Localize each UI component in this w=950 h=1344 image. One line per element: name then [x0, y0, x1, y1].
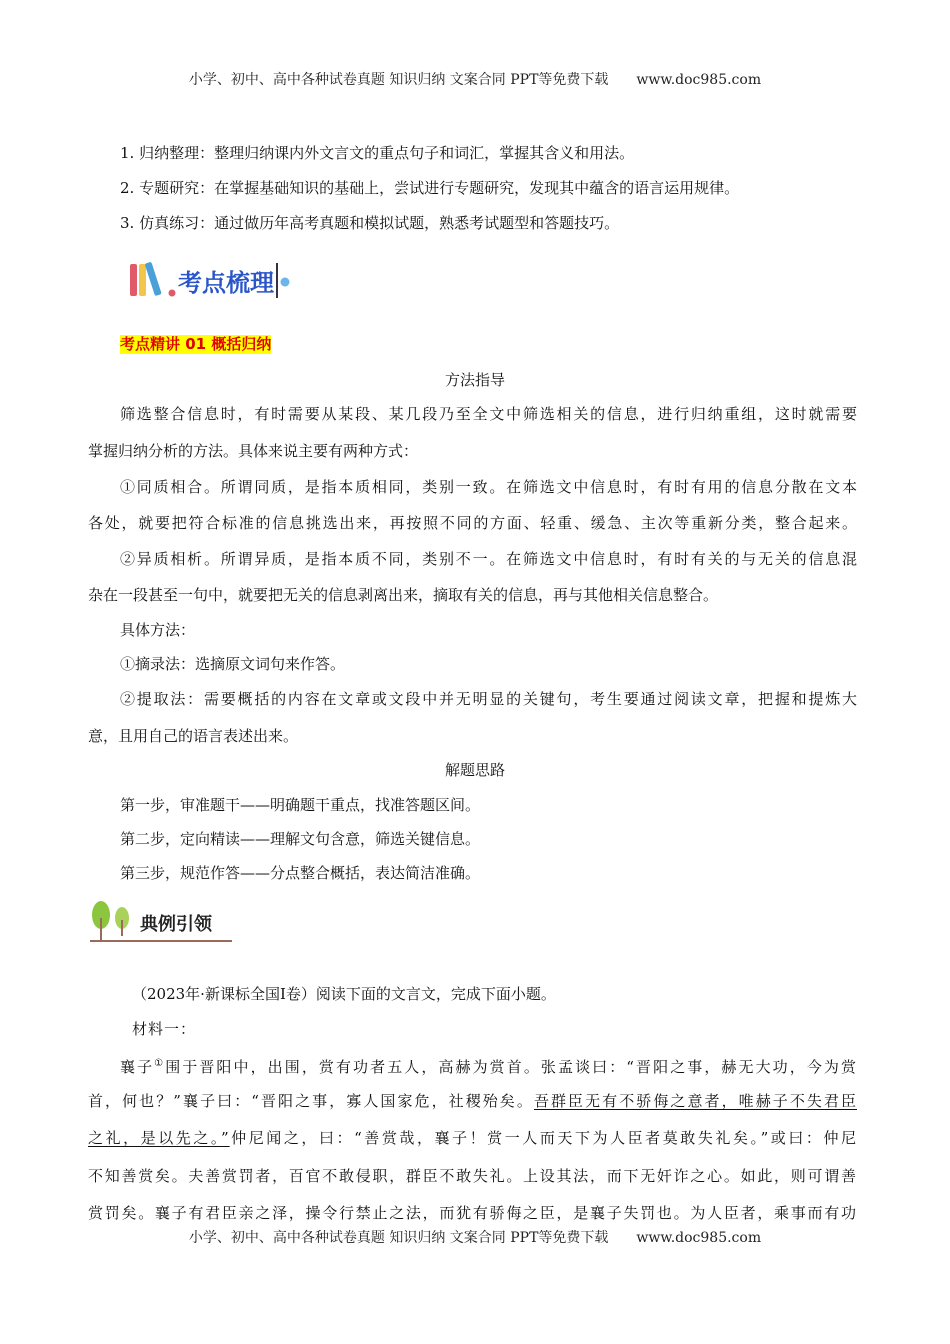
- passage-text: 首，何也？”襄子曰：“晋阳之事，寡人国家危，社稷殆矣。: [88, 1092, 534, 1110]
- method-line: 筛选整合信息时，有时需要从某段、某几段乃至全文中筛选相关的信息，进行归纳重组，这时就需要: [120, 405, 857, 423]
- goal-2: 2. 专题研究：在掌握基础知识的基础上，尝试进行专题研究，发现其中蕴含的语言运用规律。: [120, 179, 740, 197]
- underlined-sentence: 之礼，是以先之。”: [88, 1129, 230, 1147]
- step-3: 第三步，规范作答——分点整合概括，表达简洁准确。: [120, 864, 481, 882]
- passage-line: [88, 1128, 857, 1148]
- books-icon: [128, 260, 176, 300]
- method-line: 意，且用自己的语言表述出来。: [88, 727, 299, 745]
- page-footer: 小学、初中、高中各种试卷真题 知识归纳 文案合同 PPT等免费下载 www.doc985.com: [188, 1230, 762, 1246]
- underlined-sentence: 吾群臣无有不骄侮之意者，唯赫子不失君臣: [533, 1092, 857, 1110]
- section-logo-text: 考点梳理: [178, 263, 278, 298]
- method-line: ②提取法：需要概括的内容在文章或文段中并无明显的关键句，考生要通过阅读文章，把握和提炼大: [120, 690, 857, 708]
- question-intro: （2023年·新课标全国Ⅰ卷）阅读下面的文言文，完成下面小题。: [132, 985, 556, 1003]
- step-1: 第一步，审准题干——明确题干重点，找准答题区间。: [120, 796, 481, 814]
- trees-icon: [90, 898, 136, 940]
- section-logo: [128, 258, 292, 302]
- solve-title: 解题思路: [444, 761, 505, 779]
- dot-icon: [278, 273, 292, 287]
- material-label: 材料一：: [132, 1020, 197, 1038]
- page-header: 小学、初中、高中各种试卷真题 知识归纳 文案合同 PPT等免费下载 www.doc985.com: [188, 72, 762, 88]
- method-title: 方法指导: [444, 371, 505, 389]
- passage-text: 仲尼闻之，曰：“善赏哉，襄子！赏一人而天下为人臣者莫敢失礼矣。”或曰：仲尼: [229, 1129, 858, 1147]
- method-line: ②异质相析。所谓异质，是指本质不同，类别不一。在筛选文中信息时，有时有关的与无关的信息混: [120, 550, 857, 568]
- method-line: 杂在一段甚至一句中，就要把无关的信息剥离出来，摘取有关的信息，再与其他相关信息整合。: [88, 586, 719, 604]
- passage-text: 襄子: [120, 1058, 155, 1076]
- method-line: ①同质相合。所谓同质，是指本质相同，类别一致。在筛选文中信息时，有时有用的信息分散在文本: [120, 478, 857, 496]
- method-line: 掌握归纳分析的方法。具体来说主要有两种方式：: [88, 442, 419, 460]
- example-logo: [90, 898, 232, 942]
- example-logo-text: 典例引领: [140, 914, 212, 935]
- method-line: 各处，就要把符合标准的信息挑选出来，再按照不同的方面、轻重、缓急、主次等重新分类，整合起来。: [88, 514, 857, 532]
- footnote-mark[interactable]: ①: [154, 1058, 166, 1069]
- passage-line: 不知善赏矣。夫善赏罚者，百官不敢侵职，群臣不敢失礼。上设其法，而下无奸诈之心。如此，则可谓善: [88, 1167, 857, 1185]
- goal-1: 1. 归纳整理：整理归纳课内外文言文的重点句子和词汇，掌握其含义和用法。: [120, 144, 635, 162]
- passage-line: 赏罚矣。襄子有君臣亲之泽，操令行禁止之法，而犹有骄侮之臣，是襄子失罚也。为人臣者，乘事而有功: [88, 1204, 857, 1222]
- goal-3: 3. 仿真练习：通过做历年高考真题和模拟试题，熟悉考试题型和答题技巧。: [120, 214, 620, 232]
- passage-text: 围于晋阳中，出围，赏有功者五人，高赫为赏首。张孟谈曰：“晋阳之事，赫无大功，今为赏: [165, 1058, 857, 1076]
- step-2: 第二步，定向精读——理解文句含意，筛选关键信息。: [120, 830, 481, 848]
- passage-line: [88, 1091, 857, 1111]
- method-line: 具体方法：: [120, 621, 196, 639]
- passage-line: [120, 1054, 857, 1077]
- section-tag: 考点精讲 01 概括归纳: [120, 335, 272, 353]
- method-line: ①摘录法：选摘原文词句来作答。: [120, 655, 346, 673]
